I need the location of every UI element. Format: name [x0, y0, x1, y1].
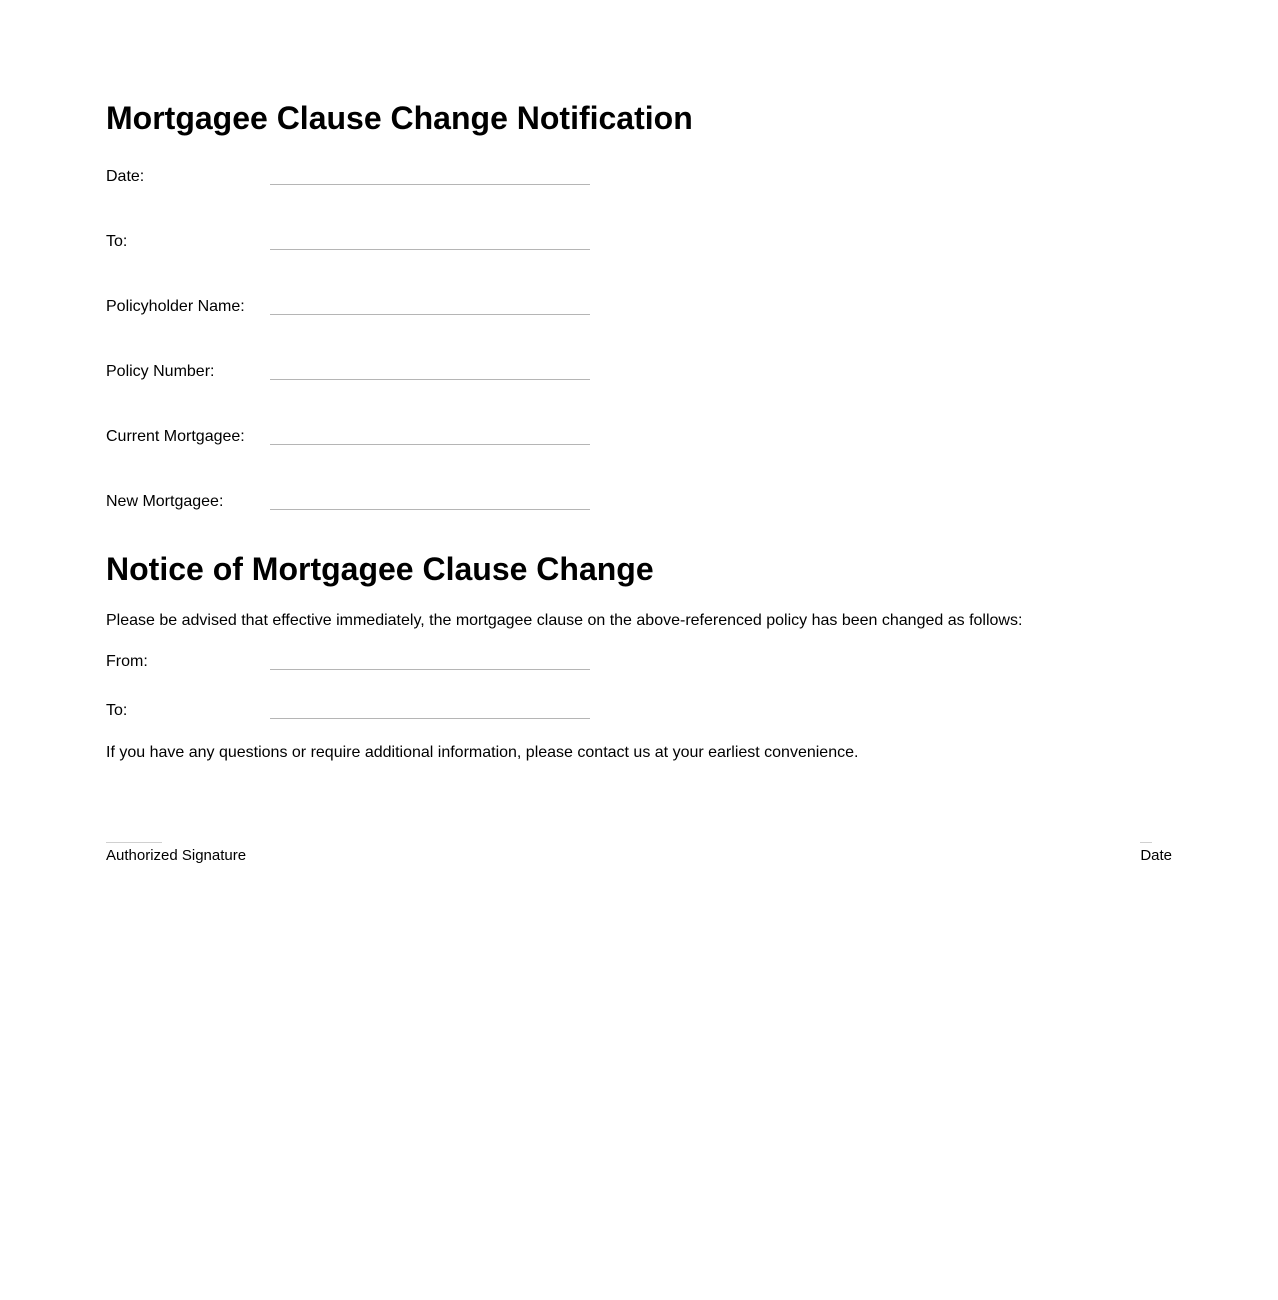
date-field-row	[106, 167, 706, 191]
policyholder-name-input[interactable]	[270, 314, 590, 315]
to-input[interactable]	[270, 249, 590, 250]
current-mortgagee-field-row	[106, 427, 706, 451]
policy-number-label: Policy Number:	[106, 363, 215, 380]
from-input[interactable]	[270, 669, 590, 670]
policy-number-input[interactable]	[270, 379, 590, 380]
signature-line[interactable]	[106, 842, 162, 843]
new-mortgagee-input[interactable]	[270, 509, 590, 510]
signature-date-label: Date	[1140, 847, 1172, 864]
closing-text: If you have any questions or require additional information, please contact us at your earliest convenience.	[106, 744, 859, 761]
policyholder-name-label: Policyholder Name:	[106, 298, 245, 315]
to-field-row	[106, 232, 706, 256]
signature-block	[106, 842, 1172, 872]
from-field-row	[106, 652, 706, 676]
to-label: To:	[106, 233, 128, 250]
from-label: From:	[106, 653, 148, 670]
policyholder-name-field-row	[106, 297, 706, 321]
change-to-field-row	[106, 701, 706, 725]
signature-date-line[interactable]	[1140, 842, 1152, 843]
notice-title: Notice of Mortgagee Clause Change	[106, 551, 654, 587]
change-to-label: To:	[106, 702, 128, 719]
change-to-input[interactable]	[270, 718, 590, 719]
current-mortgagee-input[interactable]	[270, 444, 590, 445]
notice-intro-text: Please be advised that effective immediately, the mortgagee clause on the above-referenced policy has been changed as follows:	[106, 612, 1023, 629]
date-label: Date:	[106, 168, 145, 185]
authorized-signature-label: Authorized Signature	[106, 847, 247, 864]
policy-number-field-row	[106, 362, 706, 386]
page-title: Mortgagee Clause Change Notification	[106, 100, 693, 136]
date-input[interactable]	[270, 184, 590, 185]
current-mortgagee-label: Current Mortgagee:	[106, 428, 245, 445]
new-mortgagee-label: New Mortgagee:	[106, 493, 224, 510]
new-mortgagee-field-row	[106, 492, 706, 516]
